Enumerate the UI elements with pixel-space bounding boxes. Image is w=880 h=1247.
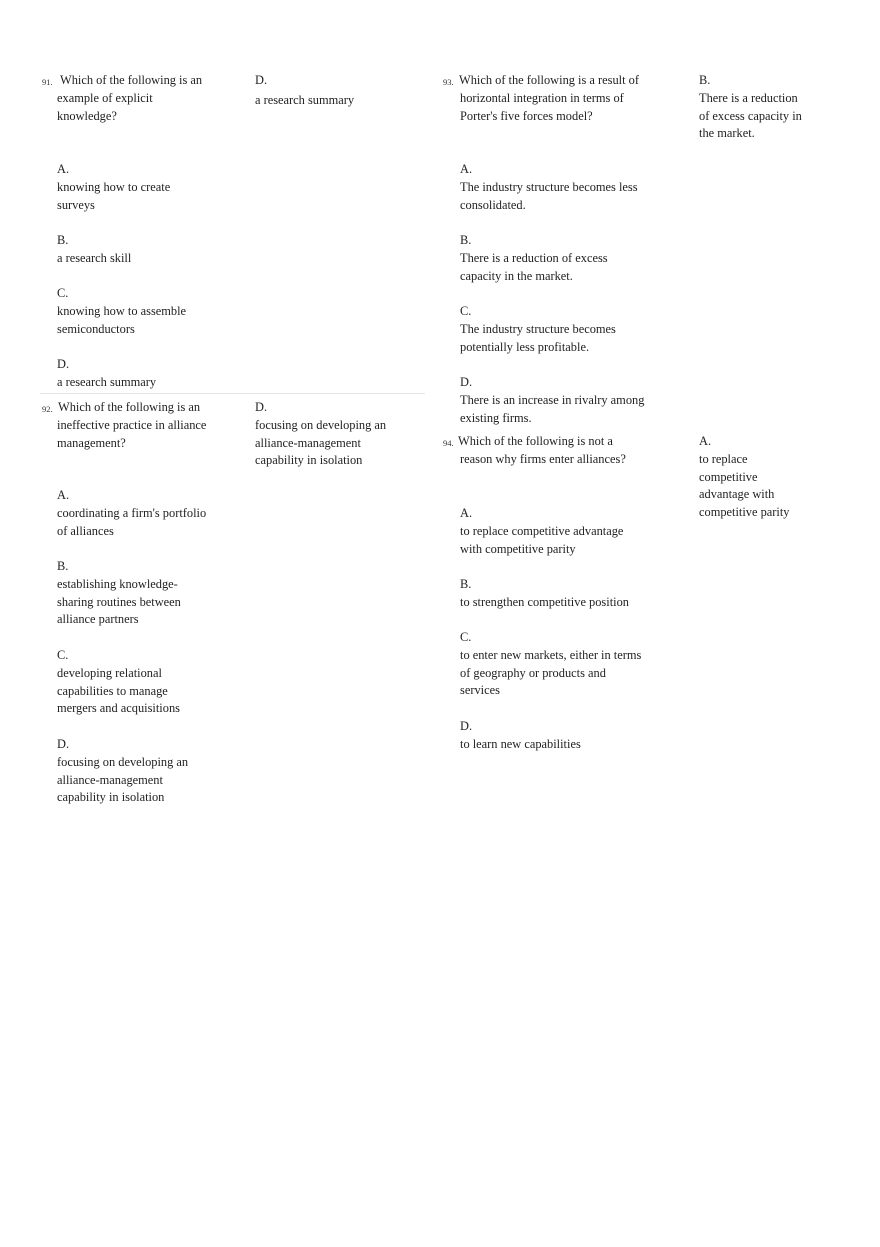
option-c: C. to enter new markets, either in terms of geography or products and services [460, 630, 642, 698]
option-b: B. establishing knowledge- sharing routines between alliance partners [57, 559, 181, 627]
answer-key: D. a research summary [255, 73, 355, 107]
option-d: D. a research summary [57, 357, 157, 389]
option-d: D. focusing on developing an alliance-management capability in isolation [57, 737, 189, 805]
answer-key: D. focusing on developing an alliance-management capability in isolation [255, 400, 387, 468]
option-c: C. knowing how to assemble semiconductors [57, 286, 187, 336]
question-divider [40, 393, 425, 394]
option-a: A. knowing how to create surveys [57, 162, 171, 212]
option-b: B. to strengthen competitive position [460, 577, 629, 609]
question-number: 94. [443, 438, 454, 448]
option-a: A. coordinating a firm's portfolio of alliances [57, 488, 207, 538]
option-c: C. developing relational capabilities to manage mergers and acquisitions [57, 648, 180, 716]
option-a: A. to replace competitive advantage with competitive parity [460, 506, 624, 556]
option-a: A. The industry structure becomes less consolidated. [460, 162, 638, 212]
question-number: 91. [42, 77, 53, 87]
answer-key: A. to replace competitive advantage with competitive parity [699, 434, 790, 520]
option-c: C. The industry structure becomes potentially less profitable. [460, 304, 616, 354]
question-text: Which of the following is not a reason why firms enter alliances? [458, 434, 626, 466]
question-text: Which of the following is an example of explicit knowledge? [57, 73, 203, 123]
option-d: D. to learn new capabilities [460, 719, 581, 751]
option-d: D. There is an increase in rivalry among existing firms. [460, 375, 645, 425]
question-number: 93. [443, 77, 454, 87]
answer-key: B. There is a reduction of excess capacity in the market. [699, 73, 802, 141]
option-b: B. a research skill [57, 233, 132, 265]
question-text: Which of the following is an ineffective practice in alliance management? [57, 400, 207, 450]
question-text: Which of the following is a result of horizontal integration in terms of Porter's five forces model? [459, 73, 639, 123]
option-b: B. There is a reduction of excess capacity in the market. [460, 233, 608, 283]
question-number: 92. [42, 404, 53, 414]
